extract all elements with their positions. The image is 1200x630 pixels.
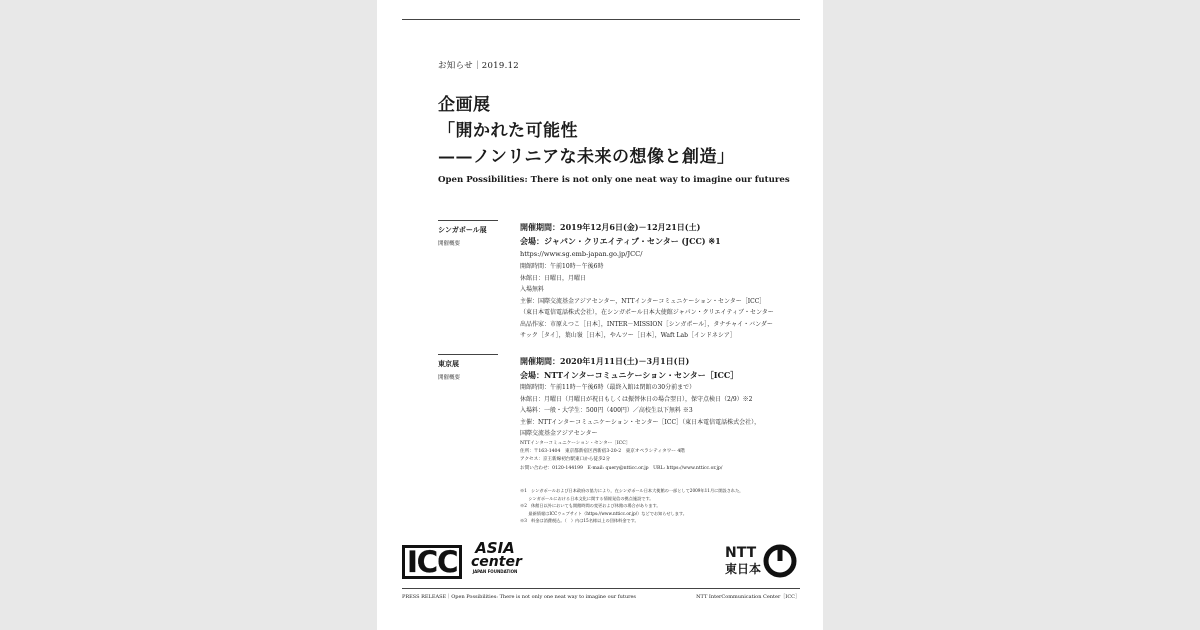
detail-line: 入場無料 <box>520 286 545 293</box>
english-subtitle: Open Possibilities: There is not only one neat way to imagine our futures <box>438 175 790 185</box>
detail-line: 主催：国際交流基金アジアセンター，NTTインターコミュニケーション・センター［ICC］ <box>520 297 766 305</box>
notice-date: お知らせ｜2019.12 <box>438 61 519 71</box>
detail-line: サック［タイ］，葉山嶺［日本］，やんツー［日本］，Waft Lab［インドネシア］ <box>520 332 736 339</box>
section-divider <box>438 220 498 221</box>
detail-line: 住所：〒163-1404 東京都新宿区西新宿3-20-2 東京オペラシティタワー 4階 <box>520 448 685 454</box>
detail-line: 主催：NTTインターコミュニケーション・センター［ICC］（東日本電信電話株式会社）， <box>520 418 761 426</box>
footnote-line: ※2 休館日以外においても開館時間の変更および休館の場合があります。 <box>520 503 661 509</box>
singapore-details <box>520 220 800 342</box>
footer-left: PRESS RELEASE｜Open Possibilities: There is not only one neat way to imagine our futures <box>402 594 636 600</box>
top-divider <box>402 19 800 20</box>
ntt-east-logo <box>725 543 800 581</box>
detail-line: 会場：NTTインターコミュニケーション・センター［ICC］ <box>520 370 739 380</box>
japan-foundation-text: JAPAN FOUNDATION <box>472 569 518 574</box>
detail-line: 開館時間：午前10時－午後6時 <box>520 263 604 270</box>
ntt-east-logo-text: 東日本 <box>725 562 762 576</box>
title-line-1: 企画展 <box>438 95 491 115</box>
singapore-label <box>438 220 498 247</box>
footnote-line: ※1 シンガポールおよび日本政府の協力により，在シンガポール日本大使館の一部として2009年11月に開設された， <box>520 488 744 493</box>
footnote-line: ※3 料金は消費税込。（ ）内は15名様以上の団体料金です。 <box>520 518 639 524</box>
center-logo-text: center <box>471 554 522 570</box>
ntt-ring-icon <box>762 543 798 579</box>
asia-logo-text: ASIA <box>475 539 515 557</box>
detail-line: NTTインターコミュニケーション・センター［ICC］ <box>520 440 631 446</box>
detail-line: 開館時間：午前11時－午後6時（最終入館は閉館の30分前まで） <box>520 384 696 391</box>
page-title <box>438 92 734 170</box>
footnote-line: シンガポールにおける日本文化に関する情報発信の拠点施設です。 <box>520 495 654 501</box>
detail-line: 出品作家：市原えつこ［日本］，INTER－MISSION［シンガポール］，タナチャイ・バンダー <box>520 320 773 328</box>
section-divider <box>438 354 498 355</box>
tokyo-name: 東京展 <box>438 359 459 368</box>
tokyo-label <box>438 354 498 381</box>
detail-line: 入場料：一般・大学生：500円（400円）／高校生以下無料 ※3 <box>520 407 693 414</box>
icc-logo-text: ICC <box>402 545 462 579</box>
press-release-page <box>377 0 823 630</box>
ntt-logo-text: NTT <box>725 545 757 561</box>
detail-line: 休館日：日曜日，月曜日 <box>520 274 587 282</box>
tokyo-details <box>520 354 800 473</box>
detail-line: 国際交流基金アジアセンター <box>520 430 598 437</box>
singapore-name: シンガポール展 <box>438 225 487 234</box>
bottom-divider <box>402 588 800 589</box>
detail-line: 休館日：月曜日（月曜日が祝日もしくは振替休日の場合翌日），保守点検日（2/9）※2 <box>520 395 753 403</box>
icc-logo <box>402 545 462 579</box>
logo-row <box>402 540 800 585</box>
detail-line: 開催期間：2020年1月11日(土)－3月1日(日) <box>520 356 690 366</box>
footnotes <box>520 487 810 525</box>
asia-center-logo <box>471 539 522 575</box>
detail-line: 会場：ジャパン・クリエイティブ・センター (JCC) ※1 <box>520 236 721 246</box>
tokyo-sub: 開催概要 <box>438 375 461 381</box>
footer-right: NTT InterCommunication Center［ICC］ <box>696 594 800 600</box>
detail-line: お問い合わせ：0120-144199 E-mail: query@ntticc.or.jp URL: https://www.ntticc.or.jp/ <box>520 465 723 471</box>
detail-line: アクセス：京王新線初台駅東口から徒歩2分 <box>520 457 611 463</box>
title-line-3: ——ノンリニアな未来の想像と創造」 <box>438 147 735 167</box>
singapore-sub: 開催概要 <box>438 241 461 247</box>
detail-line: （東日本電信電話株式会社），在シンガポール日本大使館ジャパン・クリエイティブ・センター <box>520 309 774 316</box>
footnote-line: 最新情報はICCウェブサイト（https://www.ntticc.or.jp/）などでお知らせします。 <box>520 510 687 516</box>
detail-line: https://www.sg.emb-japan.go.jp/JCC/ <box>520 250 643 258</box>
title-line-2: 「開かれた可能性 <box>438 121 578 141</box>
detail-line: 開催期間：2019年12月6日(金)－12月21日(土) <box>520 222 701 232</box>
